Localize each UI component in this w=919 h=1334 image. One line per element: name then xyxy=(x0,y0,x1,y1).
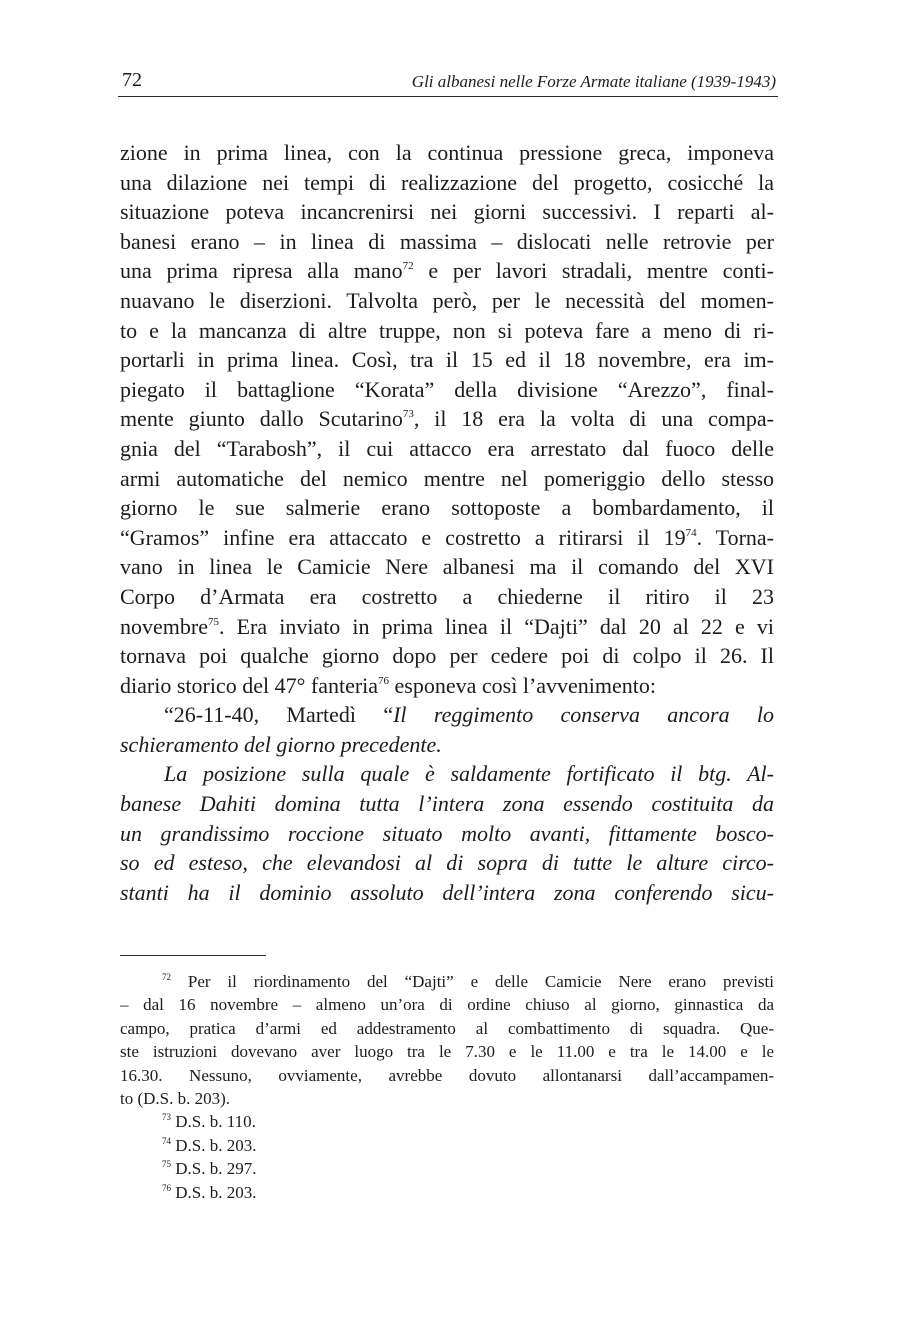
text-run: tornava poi qualche giorno dopo per cedere poi di colpo il 26. Il xyxy=(120,643,774,669)
body-line xyxy=(120,404,774,434)
text-run: 16.30. Nessuno, ovviamente, avrebbe dovuto allontanarsi dall’accampamen- xyxy=(120,1065,774,1085)
text-run: e per lavori stradali, mentre conti- xyxy=(413,258,774,284)
text-run: esponeva così l’avvenimento: xyxy=(389,672,657,698)
body-line xyxy=(120,138,774,168)
italic-text: so ed esteso, che elevandosi al di sopra di tutte le alture circo- xyxy=(120,850,774,876)
footnote-line xyxy=(120,993,774,1016)
footnote-text: D.S. b. 110. xyxy=(171,1112,256,1132)
body-line xyxy=(120,464,774,494)
page-number: 72 xyxy=(122,69,142,91)
italic-text: schieramento del giorno precedente. xyxy=(120,731,442,757)
italic-text: banese Dahiti domina tutta l’intera zona essendo costituita da xyxy=(120,791,774,817)
footnote-ref: 76 xyxy=(378,674,390,687)
body-line xyxy=(120,612,774,642)
body-line xyxy=(120,286,774,316)
body-line xyxy=(120,819,774,849)
body-line xyxy=(120,730,774,760)
running-title: Gli albanesi nelle Forze Armate italiane (1939-1943) xyxy=(411,72,776,91)
body-line xyxy=(120,256,774,286)
text-run: una prima ripresa alla mano xyxy=(120,258,403,284)
body-line xyxy=(120,493,774,523)
body-line xyxy=(120,671,774,701)
footnote-text: D.S. b. 297. xyxy=(171,1159,257,1179)
text-run: to (D.S. b. 203). xyxy=(120,1089,231,1109)
footnote-number: 73 xyxy=(162,1112,171,1123)
text-run: portarli in prima linea. Così, tra il 15 ed il 18 novembre, era im- xyxy=(120,347,774,373)
text-run: piegato il battaglione “Korata” della divisione “Arezzo”, final- xyxy=(120,376,774,402)
text-run: . Torna- xyxy=(696,524,774,550)
text-run: “Gramos” infine era attaccato e costretto a ritirarsi il 19 xyxy=(120,524,686,550)
body-line xyxy=(120,789,774,819)
text-run: Corpo d’Armata era costretto a chiederne il ritiro il 23 xyxy=(120,583,774,609)
body-line xyxy=(120,227,774,257)
text-run: diario storico del 47° fanteria xyxy=(120,672,379,698)
text-run: giorno le sue salmerie erano sottoposte a bombardamento, il xyxy=(120,495,774,521)
text-run: “26-11-40, Martedì “ xyxy=(164,702,394,728)
footnote-number: 76 xyxy=(162,1182,171,1193)
footnote-ref: 75 xyxy=(207,615,219,628)
footnote-number: 75 xyxy=(162,1159,171,1170)
footnote-ref: 74 xyxy=(685,526,697,539)
body-line xyxy=(120,700,774,730)
text-run: ste istruzioni dovevano aver luogo tra le 7.30 e le 11.00 e tra le 14.00 e le xyxy=(120,1042,774,1062)
footnote-73 xyxy=(120,1110,774,1133)
body-line xyxy=(120,523,774,553)
text-run: – dal 16 novembre – almeno un’ora di ordine chiuso al giorno, ginnastica da xyxy=(120,995,774,1015)
body-line xyxy=(120,552,774,582)
footnote-line xyxy=(120,1064,774,1087)
body-line xyxy=(120,316,774,346)
footnote-line xyxy=(120,1087,774,1110)
text-run: zione in prima linea, con la continua pressione greca, imponeva xyxy=(120,140,774,165)
footnote-text: D.S. b. 203. xyxy=(171,1182,257,1202)
body-line xyxy=(120,848,774,878)
body-line xyxy=(120,434,774,464)
footnote-74 xyxy=(120,1134,774,1157)
body-text xyxy=(120,138,774,907)
italic-text: Il reggimento conserva ancora lo xyxy=(393,702,774,728)
text-run: mente giunto dallo Scutarino xyxy=(120,406,403,432)
body-line xyxy=(120,759,774,789)
text-run: una dilazione nei tempi di realizzazione del progetto, cosicché la xyxy=(120,169,774,195)
italic-text: un grandissimo roccione situato molto avanti, fittamente bosco- xyxy=(120,820,774,846)
footnote-line xyxy=(120,1017,774,1040)
italic-text: La posizione sulla quale è saldamente fortificato il btg. Al- xyxy=(164,761,774,787)
footnote-number: 74 xyxy=(162,1135,171,1146)
body-line xyxy=(120,375,774,405)
text-run: banesi erano – in linea di massima – dislocati nelle retrovie per xyxy=(120,228,774,254)
body-line xyxy=(120,582,774,612)
footnote-ref: 72 xyxy=(162,972,171,982)
footnote-text: D.S. b. 203. xyxy=(171,1135,257,1155)
body-line xyxy=(120,641,774,671)
footnote-line xyxy=(120,1040,774,1063)
footnote-ref: 73 xyxy=(402,408,414,421)
footnote-separator xyxy=(120,955,266,956)
body-line xyxy=(120,168,774,198)
body-line xyxy=(120,878,774,908)
text-run: situazione poteva incancrenirsi nei giorni successivi. I reparti al- xyxy=(120,199,774,225)
text-run: nuavano le diserzioni. Talvolta però, per le necessità del momen- xyxy=(120,287,774,313)
text-run: to e la mancanza di altre truppe, non si poteva fare a meno di ri- xyxy=(120,317,774,343)
text-run: armi automatiche del nemico mentre nel pomeriggio dello stesso xyxy=(120,465,774,491)
text-run: , il 18 era la volta di una compa- xyxy=(413,406,774,432)
body-line xyxy=(120,345,774,375)
footnote-76 xyxy=(120,1181,774,1204)
text-run: vano in linea le Camicie Nere albanesi ma il comando del XVI xyxy=(120,554,774,580)
footnote-ref: 72 xyxy=(402,260,414,273)
body-line xyxy=(120,197,774,227)
text-run: campo, pratica d’armi ed addestramento al combattimento di squadra. Que- xyxy=(120,1018,774,1038)
italic-text: stanti ha il dominio assoluto dell’intera zona conferendo sicu- xyxy=(120,879,774,905)
page-header xyxy=(118,66,778,97)
text-run: gnia del “Tarabosh”, il cui attacco era arrestato dal fuoco delle xyxy=(120,435,774,461)
footnote-75 xyxy=(120,1157,774,1180)
footnote-line xyxy=(120,970,774,993)
text-run: . Era inviato in prima linea il “Dajti” dal 20 al 22 e vi xyxy=(218,613,774,639)
text-run: novembre xyxy=(120,613,208,639)
footnotes xyxy=(120,970,774,1204)
text-run: Per il riordinamento del “Dajti” e delle Camicie Nere erano previsti xyxy=(171,972,774,991)
